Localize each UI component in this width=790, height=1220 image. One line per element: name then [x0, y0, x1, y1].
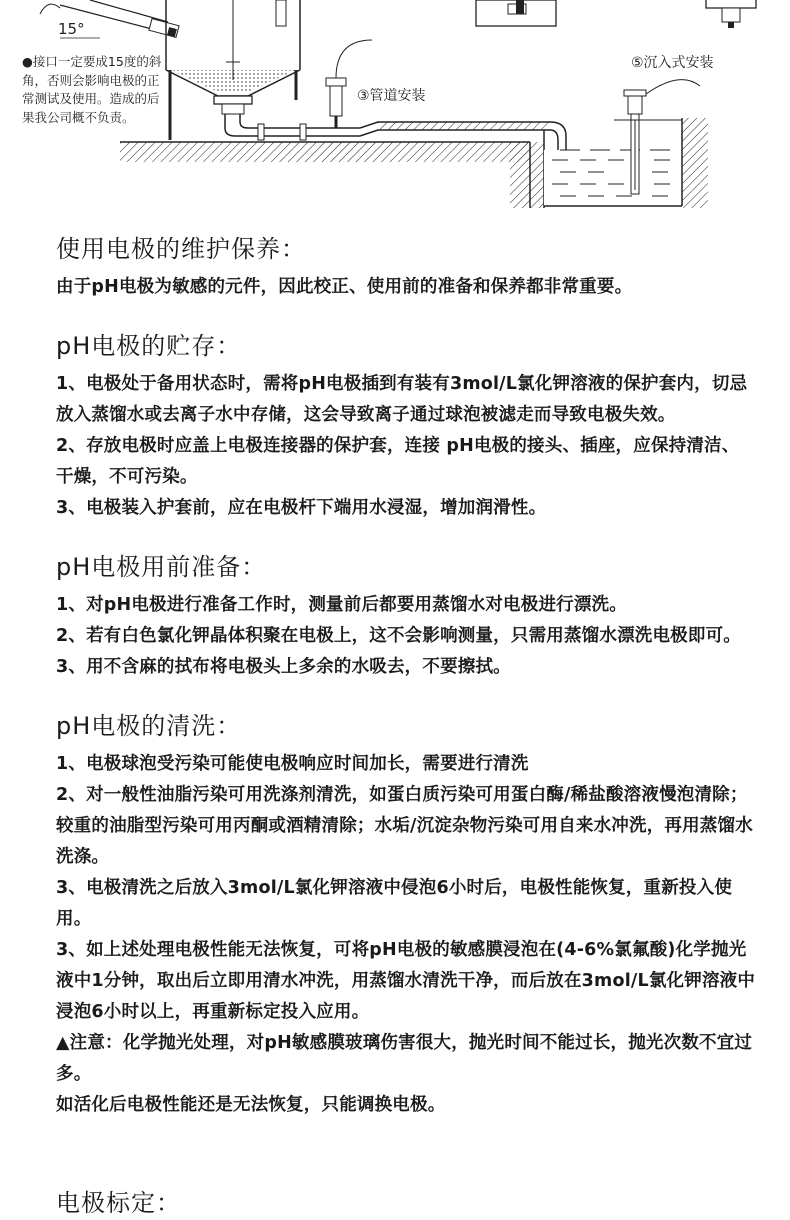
- paragraph: 2、若有白色氯化钾晶体积聚在电极上，这不会影响测量，只需用蒸馏水漂洗电极即可。: [56, 626, 741, 646]
- angle-label: 15°: [58, 20, 85, 38]
- tank-icon: [166, 0, 300, 140]
- paragraph: 2、存放电极时应盖上电极连接器的保护套，连接 pH电极的接头、插座，应保持清洁、干燥，不可污染。: [56, 436, 740, 487]
- paragraph: 3、电极清洗之后放入3mol/L氯化钾溶液中侵泡6小时后，电极性能恢复，重新投入使用。: [56, 878, 733, 929]
- installation-note: ●接口一定要成15度的斜角，否则会影响电极的正常测试及使用。造成的后果我公司概不负责。: [22, 54, 162, 125]
- section-cleaning: [56, 709, 756, 1121]
- paragraph: 1、对pH电极进行准备工作时，测量前后都要用蒸馏水对电极进行漂洗。: [56, 595, 627, 615]
- paragraph: ▲注意：化学抛光处理，对pH敏感膜玻璃伤害很大，抛光时间不能过长，抛光次数不宜过多。: [56, 1033, 753, 1084]
- paragraph: 3、电极装入护套前，应在电极杆下端用水浸湿，增加润滑性。: [56, 498, 547, 518]
- article-content: [56, 232, 756, 1147]
- immersion-basin-icon: [544, 80, 708, 208]
- controller-box-icon: [476, 0, 756, 28]
- paragraph: 如活化后电极性能还是无法恢复，只能调换电极。: [56, 1095, 446, 1115]
- section-maintenance: [56, 232, 756, 303]
- section-title: pH电极用前准备：: [56, 553, 267, 581]
- paragraph: 3、如上述处理电极性能无法恢复，可将pH电极的敏感膜浸泡在(4-6%氯氟酸)化学抛光液中1分钟，取出后立即用清水冲洗，用蒸馏水清洗干净，而后放在3mol/L氯化钾溶液中浸泡6小时以上，再重新标定投入应用。: [56, 940, 756, 1022]
- paragraph: 2、对一般性油脂污染可用洗涤剂清洗，如蛋白质污染可用蛋白酶/稀盐酸溶液慢泡清除；较重的油脂型污染可用丙酮或酒精清除；水垢/沉淀杂物污染可用自来水冲洗，再用蒸馏水洗涤。: [56, 785, 753, 867]
- section-title: 使用电极的维护保养：: [56, 235, 306, 263]
- immersion-installation-label: ⑤沉入式安装: [631, 55, 714, 71]
- section-title: pH电极的清洗：: [56, 712, 242, 740]
- section-storage: [56, 329, 756, 524]
- paragraph: 1、电极处于备用状态时，需将pH电极插到有装有3mol/L氯化钾溶液的保护套内，切忌放入蒸馏水或去离子水中存储，这会导致离子通过球泡被滤走而导致电极失效。: [56, 374, 748, 425]
- section-title-calibration: 电极标定：: [56, 1189, 181, 1217]
- section-preparation: [56, 550, 756, 683]
- pipe-installation-label: ③管道安装: [357, 88, 426, 104]
- paragraph: 1、电极球泡受污染可能使电极响应时间加长，需要进行清洗: [56, 754, 529, 774]
- ground-icon: [120, 130, 544, 208]
- paragraph: 3、用不含麻的拭布将电极头上多余的水吸去，不要擦拭。: [56, 657, 511, 677]
- paragraph: 由于pH电极为敏感的元件，因此校正、使用前的准备和保养都非常重要。: [56, 277, 633, 297]
- section-title: pH电极的贮存：: [56, 332, 242, 360]
